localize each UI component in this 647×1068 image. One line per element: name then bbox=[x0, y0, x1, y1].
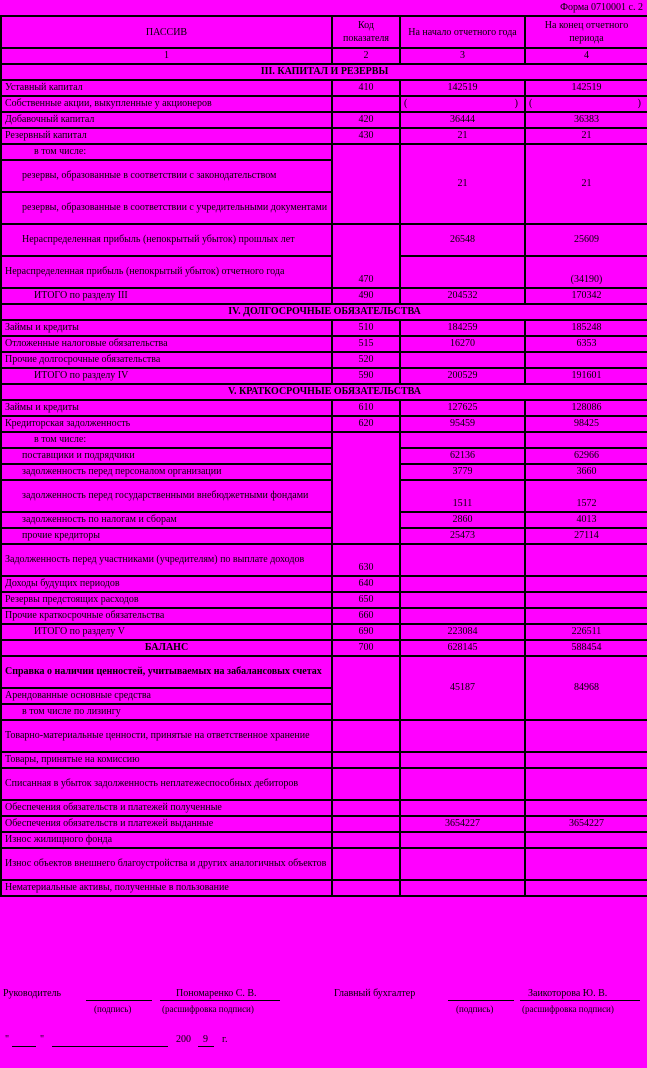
date-month-line bbox=[52, 1046, 168, 1047]
row-code bbox=[332, 848, 400, 880]
row-label: поставщики и подрядчики bbox=[1, 448, 332, 464]
row-label: резервы, образованные в соответствии с законодательством bbox=[1, 160, 332, 192]
row-code: 660 bbox=[332, 608, 400, 624]
row-label: Списанная в убыток задолженность неплатежеспособных дебиторов bbox=[1, 768, 332, 800]
row-label: в том числе по лизингу bbox=[1, 704, 332, 720]
row-label: Износ объектов внешнего благоустройства и других аналогичных объектов bbox=[1, 848, 332, 880]
table-row bbox=[1, 336, 647, 352]
paren-open: ( bbox=[404, 98, 408, 109]
table-row bbox=[1, 416, 647, 432]
table-row bbox=[1, 128, 647, 144]
chief-accountant-name: Заикоторова Ю. В. bbox=[528, 988, 608, 999]
row-label: в том числе: bbox=[1, 144, 332, 160]
value-start: 200529 bbox=[400, 368, 525, 384]
value-end: 128086 bbox=[525, 400, 647, 416]
table-row bbox=[1, 880, 647, 896]
row-code bbox=[332, 832, 400, 848]
row-code: 515 bbox=[332, 336, 400, 352]
value-end bbox=[525, 768, 647, 800]
col-number: 1 bbox=[1, 48, 332, 64]
table-row bbox=[1, 848, 647, 880]
value-start: 45187 bbox=[400, 656, 525, 720]
value-start bbox=[400, 544, 525, 576]
table-row bbox=[1, 320, 647, 336]
value-end bbox=[525, 880, 647, 896]
table-row bbox=[1, 720, 647, 752]
paren-close: ) bbox=[514, 98, 518, 109]
row-label: Собственные акции, выкупленные у акционеров bbox=[1, 96, 332, 112]
table-row bbox=[1, 400, 647, 416]
signature-hint: (подпись) bbox=[94, 1004, 132, 1014]
decode-hint: (расшифровка подписи) bbox=[522, 1004, 614, 1014]
value-end: 84968 bbox=[525, 656, 647, 720]
balance-total-row bbox=[1, 640, 647, 656]
row-code: 490 bbox=[332, 288, 400, 304]
table-row bbox=[1, 768, 647, 800]
value-end: 3654227 bbox=[525, 816, 647, 832]
column-numbers-row bbox=[1, 48, 647, 64]
value-start: 21 bbox=[400, 128, 525, 144]
value-end: 170342 bbox=[525, 288, 647, 304]
row-label: Износ жилищного фонда bbox=[1, 832, 332, 848]
table-header-row bbox=[1, 16, 647, 48]
row-label: Прочие краткосрочные обязательства bbox=[1, 608, 332, 624]
table-row bbox=[1, 368, 647, 384]
table-row bbox=[1, 432, 647, 448]
row-label: в том числе: bbox=[1, 432, 332, 448]
row-label: Задолженность перед участниками (учредителям) по выплате доходов bbox=[1, 544, 332, 576]
row-code: 510 bbox=[332, 320, 400, 336]
row-code: 470 bbox=[332, 224, 400, 288]
row-code: 590 bbox=[332, 368, 400, 384]
row-label: Обеспечения обязательств и платежей полученные bbox=[1, 800, 332, 816]
value-end bbox=[525, 832, 647, 848]
value-start bbox=[400, 880, 525, 896]
col-header-passiv: ПАССИВ bbox=[1, 16, 332, 48]
row-label: Нераспределенная прибыль (непокрытый убыток) прошлых лет bbox=[1, 224, 332, 256]
row-code bbox=[332, 96, 400, 112]
value-end: 226511 bbox=[525, 624, 647, 640]
row-label: Обеспечения обязательств и платежей выданные bbox=[1, 816, 332, 832]
paren-close: ) bbox=[637, 98, 641, 109]
row-label: Резервный капитал bbox=[1, 128, 332, 144]
off-balance-heading-row bbox=[1, 656, 647, 688]
value-end: 588454 bbox=[525, 640, 647, 656]
value-start: 21 bbox=[400, 144, 525, 224]
value-start bbox=[400, 768, 525, 800]
value-end: 142519 bbox=[525, 80, 647, 96]
value-start bbox=[400, 800, 525, 816]
row-code: 620 bbox=[332, 416, 400, 432]
row-label: Уставный капитал bbox=[1, 80, 332, 96]
col-header-start: На начало отчетного года bbox=[400, 16, 525, 48]
date-year-suffix: г. bbox=[222, 1034, 228, 1045]
value-end: 36383 bbox=[525, 112, 647, 128]
value-start: 3654227 bbox=[400, 816, 525, 832]
value-end: 62966 bbox=[525, 448, 647, 464]
table-row bbox=[1, 80, 647, 96]
table-row bbox=[1, 448, 647, 464]
row-code bbox=[332, 720, 400, 752]
value-start: 1511 bbox=[400, 480, 525, 512]
table-row bbox=[1, 96, 647, 112]
table-row bbox=[1, 480, 647, 512]
row-code: 610 bbox=[332, 400, 400, 416]
head-name: Пономаренко С. В. bbox=[176, 988, 257, 999]
value-end: 27114 bbox=[525, 528, 647, 544]
value-start: 62136 bbox=[400, 448, 525, 464]
row-label: Товарно-материальные ценности, принятые на ответственное хранение bbox=[1, 720, 332, 752]
table-row bbox=[1, 576, 647, 592]
head-label: Руководитель bbox=[3, 988, 62, 999]
table-row bbox=[1, 752, 647, 768]
value-end bbox=[525, 720, 647, 752]
col-number: 2 bbox=[332, 48, 400, 64]
section-heading: III. КАПИТАЛ И РЕЗЕРВЫ bbox=[1, 64, 647, 80]
value-end: 3660 bbox=[525, 464, 647, 480]
table-row bbox=[1, 624, 647, 640]
value-start bbox=[400, 256, 525, 288]
table-row bbox=[1, 464, 647, 480]
table-row bbox=[1, 224, 647, 256]
row-label: задолженность перед персоналом организации bbox=[1, 464, 332, 480]
value-end bbox=[525, 576, 647, 592]
value-end: 4013 bbox=[525, 512, 647, 528]
value-end: 191601 bbox=[525, 368, 647, 384]
row-code: 630 bbox=[332, 544, 400, 576]
value-start bbox=[400, 96, 525, 112]
row-label: Доходы будущих периодов bbox=[1, 576, 332, 592]
date-day-line bbox=[12, 1046, 36, 1047]
value-end bbox=[525, 352, 647, 368]
value-end: 185248 bbox=[525, 320, 647, 336]
value-start: 127625 bbox=[400, 400, 525, 416]
paren-open: ( bbox=[529, 98, 533, 109]
value-start bbox=[400, 432, 525, 448]
col-number: 4 bbox=[525, 48, 647, 64]
table-row bbox=[1, 832, 647, 848]
value-start: 26548 bbox=[400, 224, 525, 256]
row-label: Прочие долгосрочные обязательства bbox=[1, 352, 332, 368]
col-header-end: На конец отчетного периода bbox=[525, 16, 647, 48]
row-label: ИТОГО по разделу III bbox=[1, 288, 332, 304]
section-heading: V. КРАТКОСРОЧНЫЕ ОБЯЗАТЕЛЬСТВА bbox=[1, 384, 647, 400]
date-year-digit: 9 bbox=[203, 1034, 208, 1045]
value-end: 1572 bbox=[525, 480, 647, 512]
row-label: ИТОГО по разделу V bbox=[1, 624, 332, 640]
row-label: Арендованные основные средства bbox=[1, 688, 332, 704]
row-label: Займы и кредиты bbox=[1, 400, 332, 416]
table-row bbox=[1, 512, 647, 528]
value-end: 25609 bbox=[525, 224, 647, 256]
value-end: (34190) bbox=[525, 256, 647, 288]
row-label: задолженность перед государственными внебюджетными фондами bbox=[1, 480, 332, 512]
col-header-code: Код показателя bbox=[332, 16, 400, 48]
value-end bbox=[525, 544, 647, 576]
value-start: 628145 bbox=[400, 640, 525, 656]
row-code bbox=[332, 656, 400, 720]
table-row bbox=[1, 256, 647, 288]
row-label: задолженность по налогам и сборам bbox=[1, 512, 332, 528]
row-code bbox=[332, 880, 400, 896]
row-label: Нематериальные активы, полученные в пользование bbox=[1, 880, 332, 896]
table-row bbox=[1, 144, 647, 160]
value-end bbox=[525, 432, 647, 448]
value-end bbox=[525, 96, 647, 112]
section-heading: IV. ДОЛГОСРОЧНЫЕ ОБЯЗАТЕЛЬСТВА bbox=[1, 304, 647, 320]
col-number: 3 bbox=[400, 48, 525, 64]
head-signature-line bbox=[86, 1000, 152, 1001]
row-code bbox=[332, 752, 400, 768]
row-code bbox=[332, 816, 400, 832]
row-label: Кредиторская задолженность bbox=[1, 416, 332, 432]
value-end bbox=[525, 848, 647, 880]
value-start bbox=[400, 592, 525, 608]
signature-hint: (подпись) bbox=[456, 1004, 494, 1014]
row-label: Отложенные налоговые обязательства bbox=[1, 336, 332, 352]
row-label: резервы, образованные в соответствии с учредительными документами bbox=[1, 192, 332, 224]
row-code: 640 bbox=[332, 576, 400, 592]
value-start bbox=[400, 608, 525, 624]
row-code bbox=[332, 432, 400, 544]
row-code: 430 bbox=[332, 128, 400, 144]
value-start bbox=[400, 576, 525, 592]
value-start bbox=[400, 352, 525, 368]
value-end: 21 bbox=[525, 144, 647, 224]
value-end bbox=[525, 608, 647, 624]
chief-accountant-label: Главный бухгалтер bbox=[334, 988, 416, 999]
value-end: 6353 bbox=[525, 336, 647, 352]
value-start: 95459 bbox=[400, 416, 525, 432]
value-end: 21 bbox=[525, 128, 647, 144]
row-label: Резервы предстоящих расходов bbox=[1, 592, 332, 608]
value-start: 3779 bbox=[400, 464, 525, 480]
chief-signature-line bbox=[448, 1000, 514, 1001]
value-start bbox=[400, 848, 525, 880]
row-code: 690 bbox=[332, 624, 400, 640]
row-code: 650 bbox=[332, 592, 400, 608]
row-code: 420 bbox=[332, 112, 400, 128]
row-label: Товары, принятые на комиссию bbox=[1, 752, 332, 768]
row-code bbox=[332, 768, 400, 800]
value-start bbox=[400, 752, 525, 768]
row-code: 700 bbox=[332, 640, 400, 656]
row-label: Нераспределенная прибыль (непокрытый убыток) отчетного года bbox=[1, 256, 332, 288]
date-quote-close: " bbox=[40, 1034, 45, 1045]
row-code: 520 bbox=[332, 352, 400, 368]
row-label: Займы и кредиты bbox=[1, 320, 332, 336]
value-start bbox=[400, 832, 525, 848]
value-start: 223084 bbox=[400, 624, 525, 640]
value-start: 142519 bbox=[400, 80, 525, 96]
table-row bbox=[1, 544, 647, 576]
head-name-line bbox=[160, 1000, 280, 1001]
table-row bbox=[1, 112, 647, 128]
row-code bbox=[332, 800, 400, 816]
table-row bbox=[1, 288, 647, 304]
value-start: 2860 bbox=[400, 512, 525, 528]
row-code bbox=[332, 144, 400, 224]
decode-hint: (расшифровка подписи) bbox=[162, 1004, 254, 1014]
row-label: Добавочный капитал bbox=[1, 112, 332, 128]
value-end bbox=[525, 752, 647, 768]
date-quote-open: " bbox=[5, 1034, 10, 1045]
table-row bbox=[1, 800, 647, 816]
form-code: Форма 0710001 с. 2 bbox=[560, 2, 643, 13]
row-code: 410 bbox=[332, 80, 400, 96]
off-balance-heading: Справка о наличии ценностей, учитываемых на забалансовых счетах bbox=[1, 656, 332, 688]
table-row bbox=[1, 592, 647, 608]
value-start: 25473 bbox=[400, 528, 525, 544]
date-year-line bbox=[198, 1046, 214, 1047]
value-end bbox=[525, 592, 647, 608]
value-start: 16270 bbox=[400, 336, 525, 352]
liabilities-table bbox=[0, 15, 647, 897]
value-start: 204532 bbox=[400, 288, 525, 304]
date-year-prefix: 200 bbox=[176, 1034, 191, 1045]
row-label: БАЛАНС bbox=[1, 640, 332, 656]
table-row bbox=[1, 352, 647, 368]
value-end: 98425 bbox=[525, 416, 647, 432]
value-start bbox=[400, 720, 525, 752]
value-end bbox=[525, 800, 647, 816]
table-row bbox=[1, 816, 647, 832]
signature-block bbox=[0, 962, 647, 1068]
value-start: 184259 bbox=[400, 320, 525, 336]
value-start: 36444 bbox=[400, 112, 525, 128]
table-row bbox=[1, 608, 647, 624]
table-row bbox=[1, 528, 647, 544]
chief-name-line bbox=[520, 1000, 640, 1001]
row-label: ИТОГО по разделу IV bbox=[1, 368, 332, 384]
row-label: прочие кредиторы bbox=[1, 528, 332, 544]
